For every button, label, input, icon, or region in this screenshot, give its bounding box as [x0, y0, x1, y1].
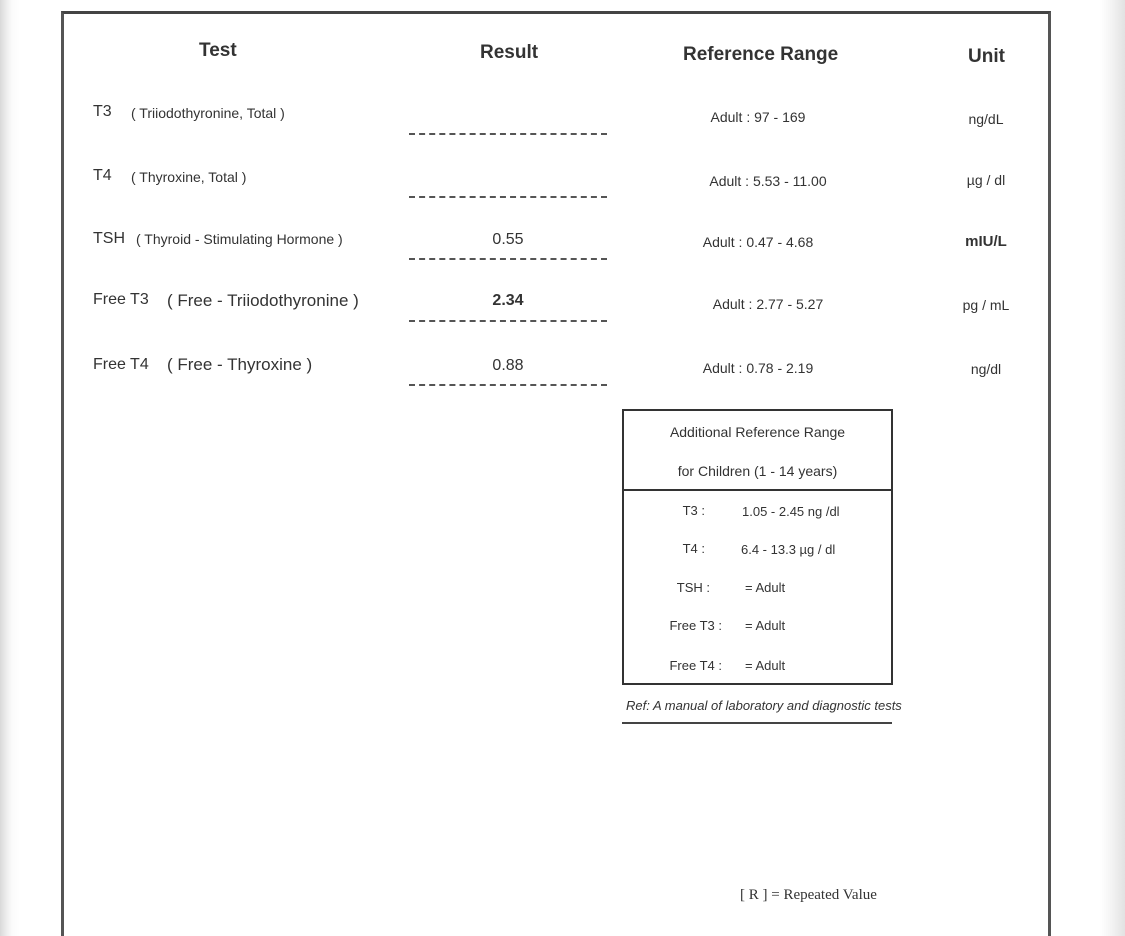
result-line-t3: [409, 133, 607, 135]
result-line-tsh: [409, 258, 607, 260]
reference-free-t3: Adult : 2.77 - 5.27: [712, 296, 824, 312]
test-desc-t3: ( Triiodothyronine, Total ): [131, 105, 285, 121]
child-value-t3: 1.05 - 2.45 ng /dl: [742, 504, 840, 519]
child-value-free-t3: = Adult: [745, 618, 786, 633]
test-code-free-t3: Free T3: [93, 291, 149, 308]
child-key-free-t4: Free T4 :: [669, 658, 722, 673]
test-code-t4: T4: [93, 167, 112, 184]
child-key-t3: T3 :: [682, 503, 705, 518]
test-desc-free-t3: ( Free - Triiodothyronine ): [167, 291, 359, 310]
reference-t4: Adult : 5.53 - 11.00: [709, 173, 827, 189]
children-reference-title-line1: Additional Reference Range: [669, 424, 846, 440]
test-desc-free-t4: ( Free - Thyroxine ): [167, 355, 313, 374]
unit-t3: ng/dL: [968, 111, 1004, 127]
unit-free-t4: ng/dl: [970, 361, 1002, 377]
header-test: Test: [199, 40, 237, 61]
test-desc-tsh: ( Thyroid - Stimulating Hormone ): [136, 231, 343, 247]
reference-tsh: Adult : 0.47 - 4.68: [702, 234, 814, 250]
reference-source-note: Ref: A manual of laboratory and diagnostic tests: [626, 698, 902, 713]
test-code-free-t4: Free T4: [93, 356, 149, 373]
unit-t4: µg / dl: [966, 172, 1006, 188]
repeated-value-legend: [ R ] = Repeated Value: [740, 887, 877, 903]
child-value-t4: 6.4 - 13.3 µg / dl: [741, 542, 836, 557]
children-reference-title-line2: for Children (1 - 14 years): [677, 463, 838, 479]
child-key-tsh: TSH :: [676, 580, 710, 595]
header-unit: Unit: [968, 46, 1005, 67]
reference-note-underline: [622, 722, 892, 724]
unit-tsh: mIU/L: [965, 233, 1007, 250]
result-free-t3: 2.34: [492, 292, 524, 309]
test-desc-t4: ( Thyroxine, Total ): [131, 169, 247, 185]
children-reference-header: [624, 411, 891, 491]
reference-t3: Adult : 97 - 169: [710, 109, 806, 125]
result-free-t4: 0.88: [492, 357, 524, 374]
header-reference-range: Reference Range: [683, 44, 839, 65]
report-frame: [61, 11, 1051, 936]
header-result: Result: [480, 42, 539, 63]
child-key-t4: T4 :: [682, 541, 705, 556]
reference-free-t4: Adult : 0.78 - 2.19: [702, 360, 814, 376]
child-value-free-t4: = Adult: [745, 658, 786, 673]
result-tsh: 0.55: [492, 231, 524, 248]
child-key-free-t3: Free T3 :: [669, 618, 722, 633]
result-line-free-t3: [409, 320, 607, 322]
test-code-t3: T3: [93, 103, 112, 120]
result-line-t4: [409, 196, 607, 198]
child-value-tsh: = Adult: [745, 580, 786, 595]
unit-free-t3: pg / mL: [962, 297, 1010, 313]
result-line-free-t4: [409, 384, 607, 386]
test-code-tsh: TSH: [93, 230, 125, 247]
